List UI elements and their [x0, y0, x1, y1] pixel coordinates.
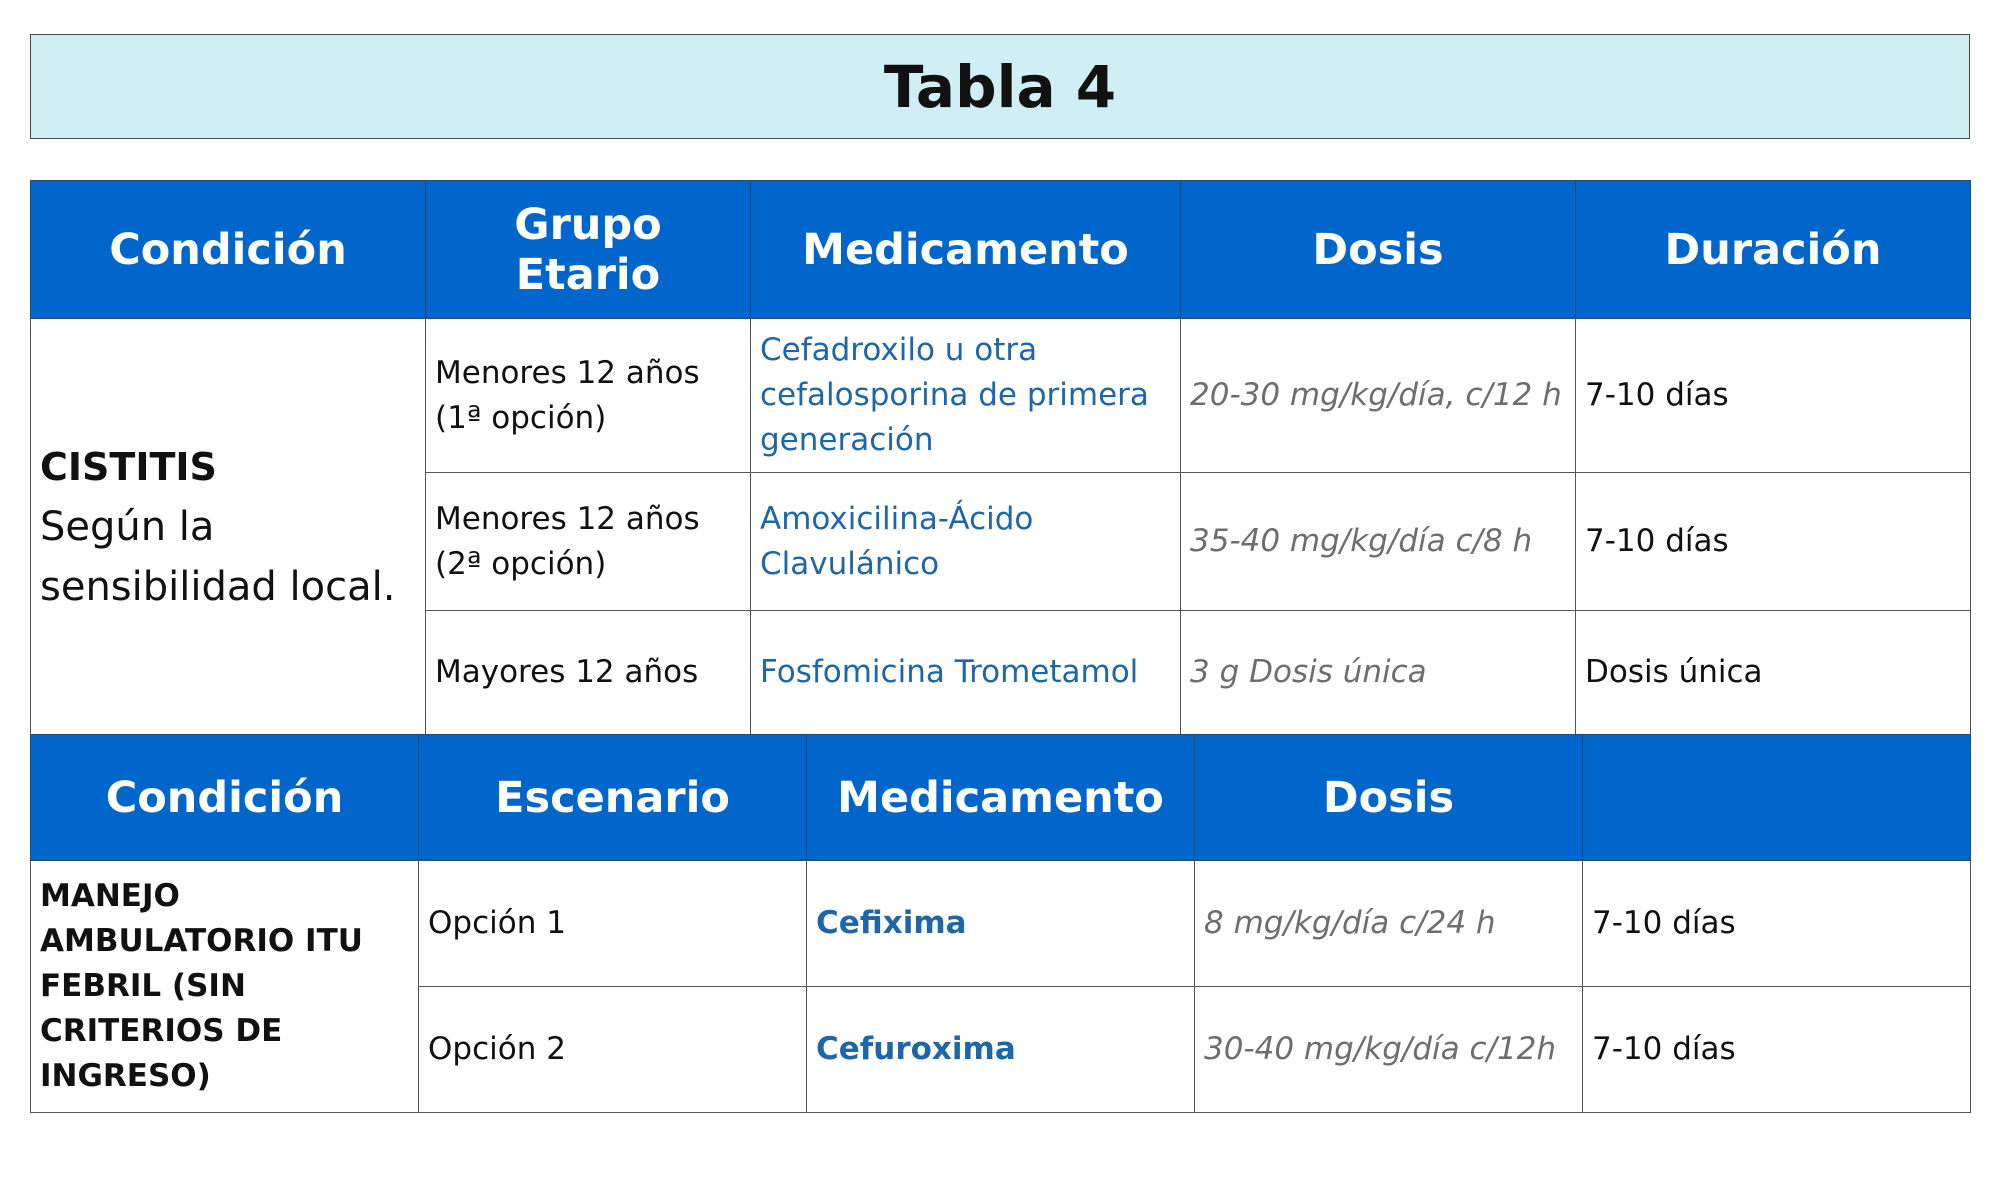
- escenario-cell: Opción 1: [419, 861, 807, 987]
- condition-title: CISTITIS: [40, 444, 217, 489]
- medicamento-cell: Amoxicilina-Ácido Clavulánico: [751, 473, 1181, 611]
- duracion-cell: 7-10 días: [1583, 987, 1971, 1113]
- itu-febril-table: [30, 734, 1971, 1113]
- header-duracion: Duración: [1576, 181, 1971, 319]
- medicamento-cell: Fosfomicina Trometamol: [751, 611, 1181, 735]
- title-banner: [30, 34, 1970, 139]
- medicamento-cell: Cefixima: [807, 861, 1195, 987]
- header-dosis: Dosis: [1181, 181, 1576, 319]
- header-medicamento: Medicamento: [807, 735, 1195, 861]
- grupo-etario-cell: Menores 12 años (2ª opción): [426, 473, 751, 611]
- condition-subtitle: Según la sensibilidad local.: [40, 503, 396, 610]
- dosis-cell: 20-30 mg/kg/día, c/12 h: [1181, 319, 1576, 473]
- header-dosis: Dosis: [1195, 735, 1583, 861]
- duracion-cell: 7-10 días: [1576, 319, 1971, 473]
- header-medicamento: Medicamento: [751, 181, 1181, 319]
- duracion-cell: 7-10 días: [1576, 473, 1971, 611]
- condition-cell: MANEJO AMBULATORIO ITU FEBRIL (SIN CRITERIOS DE INGRESO): [31, 861, 419, 1113]
- medicamento-cell: Cefadroxilo u otra cefalosporina de primera generación: [751, 319, 1181, 473]
- table-row: [31, 861, 1971, 987]
- dosis-cell: 8 mg/kg/día c/24 h: [1195, 861, 1583, 987]
- duracion-cell: Dosis única: [1576, 611, 1971, 735]
- table-row: [31, 319, 1971, 473]
- dosis-cell: 3 g Dosis única: [1181, 611, 1576, 735]
- header-grupo-etario: Grupo Etario: [426, 181, 751, 319]
- page-title: Tabla 4: [883, 52, 1117, 121]
- medicamento-cell: Cefuroxima: [807, 987, 1195, 1113]
- cistitis-table: [30, 180, 1971, 735]
- duracion-cell: 7-10 días: [1583, 861, 1971, 987]
- dosis-cell: 35-40 mg/kg/día c/8 h: [1181, 473, 1576, 611]
- header-escenario: Escenario: [419, 735, 807, 861]
- grupo-etario-cell: Menores 12 años (1ª opción): [426, 319, 751, 473]
- condition-cell: [31, 319, 426, 735]
- header-condicion: Condición: [31, 181, 426, 319]
- table-header-row: [31, 735, 1971, 861]
- grupo-etario-cell: Mayores 12 años: [426, 611, 751, 735]
- header-empty: [1583, 735, 1971, 861]
- escenario-cell: Opción 2: [419, 987, 807, 1113]
- table-header-row: [31, 181, 1971, 319]
- dosis-cell: 30-40 mg/kg/día c/12h: [1195, 987, 1583, 1113]
- header-condicion: Condición: [31, 735, 419, 861]
